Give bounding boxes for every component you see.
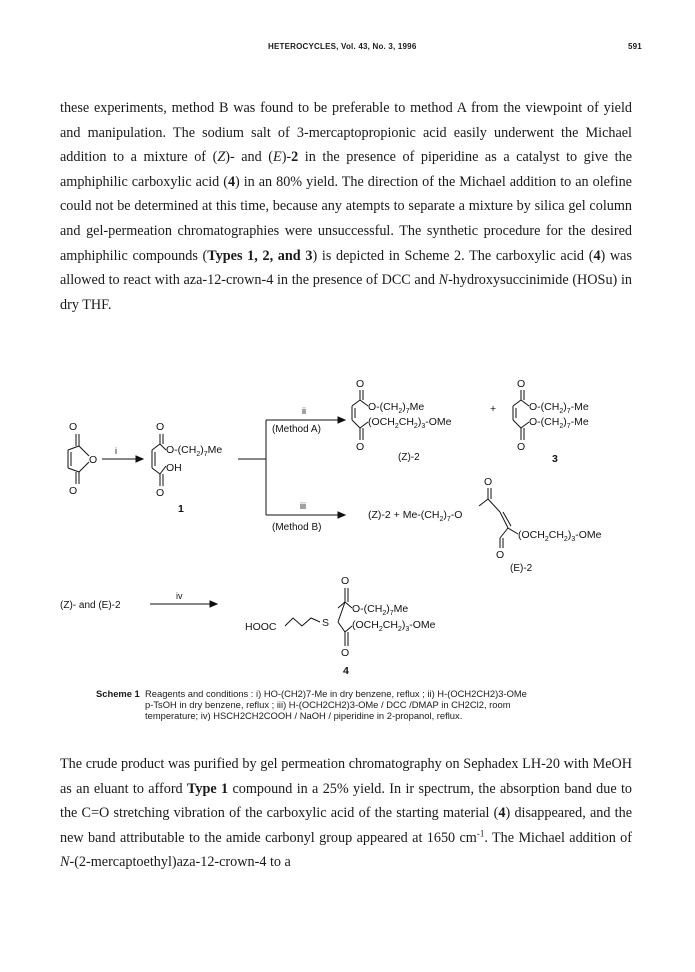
scheme-drawing <box>0 370 695 680</box>
journal-citation: HETEROCYCLES, Vol. 43, No. 3, 1996 <box>268 42 417 51</box>
sulfur-label: S <box>322 617 330 629</box>
compound-4-structure <box>285 588 352 646</box>
atom-label: O <box>156 421 165 433</box>
text-run: ) disappeared, and the new band attributable to the amide carbonyl group appeared at 1650 cm <box>60 805 632 846</box>
text-run: The crude product was purified by gel permeation chromatography on Sephadex LH-20 with MeOH as an eluant to afford <box>60 756 632 797</box>
compound-label-e2: (E)-2 <box>510 563 533 574</box>
text-run-italic: E <box>273 149 282 166</box>
compound-4-ester-2: $(OCH_2CH_2)_3$-OMe <box>352 619 436 633</box>
running-header <box>0 42 695 56</box>
step-label-i: i <box>115 446 117 456</box>
caption-line-2: p-TsOH in dry benzene, reflux ; iii) H-(OCH2CH2)3-OMe / DCC /DMAP in CH2Cl2, room <box>145 699 511 710</box>
caption-text: Reagents and conditions : i) HO-(CH2)7-Me in dry benzene, reflux ; ii) H-(OCH2CH2)3-OMe <box>145 688 527 699</box>
z-and-e-2-label: (Z)- and (E)-2 <box>60 600 121 611</box>
text-run: )- and ( <box>225 149 274 166</box>
text-run-italic: N <box>438 272 449 289</box>
scheme-caption <box>96 688 636 721</box>
body-paragraph-1 <box>60 96 632 317</box>
text-run-italic: N <box>60 854 70 871</box>
e2-ester: $(OCH_2CH_2)_3$-OMe <box>518 529 602 543</box>
text-run: . The Michael addition of <box>484 829 632 846</box>
step-label-iv: iv <box>176 591 183 601</box>
method-b-label: (Method B) <box>272 522 322 533</box>
z2-structure <box>352 390 368 440</box>
compound-label-4: 4 <box>343 665 349 677</box>
atom-label: O <box>496 549 505 561</box>
text-run: compound in a 25% yield. In ir spectrum, the absorption band due to the C=O stretching vibration of the carboxylic acid of the starting material ( <box>60 780 632 822</box>
compound-3-ester-2: $O-(CH_2)_7-Me$ <box>529 416 589 430</box>
text-run: -hydroxysuccinimide (HOSu) in dry THF. <box>60 272 632 313</box>
compound-ref: Types 1, 2, and 3 <box>207 247 313 264</box>
caption-line-1 <box>96 688 636 699</box>
atom-label: O <box>484 476 493 488</box>
compound-label-z2: (Z)-2 <box>398 452 420 463</box>
step-label-ii: ii <box>302 406 306 416</box>
reaction-scheme <box>0 370 695 680</box>
compound-ref: 4 <box>498 805 506 822</box>
text-run: ) was allowed to react with aza-12-crown-4 in the presence of DCC and <box>60 247 632 289</box>
body-paragraph-2 <box>60 752 632 875</box>
text-run: )- <box>281 149 292 166</box>
compound-1-ester: $O-(CH_2)_7Me$ <box>166 444 223 458</box>
text-run: -(2-mercaptoethyl)aza-12-crown-4 to a <box>69 854 291 871</box>
superscript: -1 <box>476 828 485 839</box>
hydroxyl-label: OH <box>166 462 182 474</box>
atom-label: O <box>341 647 350 659</box>
compound-3-structure <box>513 390 529 440</box>
compound-label-3: 3 <box>552 453 558 465</box>
maleic-anhydride-structure <box>68 434 89 484</box>
atom-label: O <box>517 378 526 390</box>
atom-label: O <box>356 378 365 390</box>
method-a-label: (Method A) <box>272 424 321 435</box>
atom-label: O <box>341 575 350 587</box>
compound-1-structure <box>152 434 166 486</box>
plus-sign: + <box>490 403 497 415</box>
z2-ester-2: $(OCH_2CH_2)_3$-OMe <box>368 416 452 430</box>
page-number: 591 <box>628 42 642 51</box>
atom-label: O <box>69 421 78 433</box>
z2-ester-1: $O-(CH_2)_7Me$ <box>368 401 425 415</box>
text-run: ) is depicted in Scheme 2. The carboxylic acid ( <box>312 247 594 264</box>
compound-ref: Type 1 <box>187 780 229 797</box>
atom-label: O <box>69 485 78 497</box>
caption-line-3: temperature; iv) HSCH2CH2COOH / NaOH / piperidine in 2-propanol, reflux. <box>145 710 463 721</box>
step-label-iii: iii <box>300 501 306 511</box>
caption-title: Scheme 1 <box>96 688 140 699</box>
atom-label: O <box>156 487 165 499</box>
hooc-label: HOOC <box>245 621 277 633</box>
compound-3-ester-1: $O-(CH_2)_7-Me$ <box>529 401 589 415</box>
atom-label: O <box>89 454 98 466</box>
text-run: in the presence of piperidine as a catalyst to give the amphiphilic carboxylic acid ( <box>60 149 632 190</box>
compound-ref: 4 <box>227 173 236 190</box>
compound-ref: 4 <box>593 247 601 264</box>
compound-4-ester-1: $O-(CH_2)_7Me$ <box>352 603 409 617</box>
compound-ref: 2 <box>291 149 299 166</box>
atom-label: O <box>517 441 526 453</box>
z2-plus-octyl: $(Z)-2 + Me-(CH_2)_7-O$ <box>368 509 463 523</box>
text-run: these experiments, method B was found to be preferable to method A from the viewpoint of yield and manipulation. The sodium salt of 3-mercaptopropionic acid easily underwent the Michael addition to a mixture of ( <box>60 100 632 166</box>
text-run: ) in an 80% yield. The direction of the Michael addition to an olefine could not be determined at this time, because any atempts to separate a mixture by silica gel column and gel-permeation chromatographies were unsuccessful. The synthetic procedure for the desired amphiphilic compounds ( <box>60 173 632 264</box>
e2-structure <box>479 488 518 548</box>
text-run-italic: Z <box>217 149 226 166</box>
atom-label: O <box>356 441 365 453</box>
compound-label-1: 1 <box>178 503 184 515</box>
